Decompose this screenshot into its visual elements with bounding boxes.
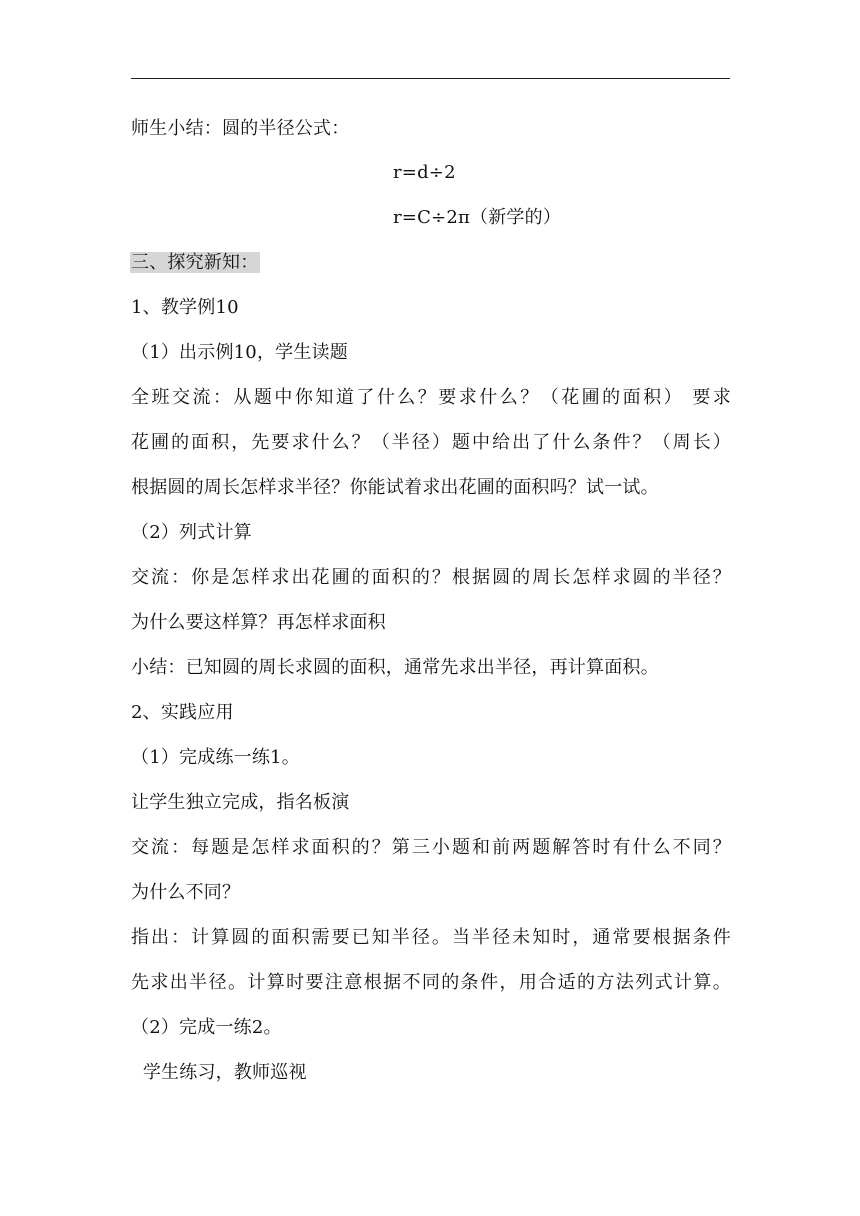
paragraph-line: 花圃的面积，先要求什么？（半径）题中给出了什么条件？（周长） (131, 432, 731, 453)
section-heading-highlight: 三、探究新知： (131, 252, 259, 273)
section-heading (131, 250, 731, 276)
paragraph-line: 交流：每题是怎样求面积的？第三小题和前两题解答时有什么不同？ (131, 837, 731, 858)
paragraph-line: 指出：计算圆的面积需要已知半径。当半径未知时，通常要根据条件 (131, 927, 731, 948)
paragraph-line: 交流：你是怎样求出花圃的面积的？根据圆的周长怎样求圆的半径？ (131, 567, 731, 588)
paragraph-line: 为什么不同？ (131, 882, 241, 903)
paragraph-line: 让学生独立完成，指名板演 (131, 792, 350, 813)
step-2: （2）列式计算 (131, 522, 252, 543)
exercise-2: （2）完成一练2。 (131, 1017, 282, 1038)
header-rule (131, 78, 730, 79)
paragraph-line: 学生练习，教师巡视 (131, 1062, 307, 1083)
exercise-1: （1）完成练一练1。 (131, 747, 300, 768)
paragraph-line: 为什么要这样算？再怎样求面积 (131, 612, 386, 633)
formula-radius-circumference: r=C÷2π（新学的） (393, 207, 562, 228)
example-heading: 1、教学例10 (131, 297, 239, 318)
formula-radius-diameter: r=d÷2 (393, 162, 456, 183)
paragraph-line: 全班交流：从题中你知道了什么？要求什么？（花圃的面积） 要求 (131, 387, 731, 408)
summary-line: 小结：已知圆的周长求圆的面积，通常先求出半径，再计算面积。 (131, 657, 659, 678)
practice-heading: 2、实践应用 (131, 702, 234, 723)
step-1: （1）出示例10，学生读题 (131, 342, 348, 363)
paragraph-line: 先求出半径。计算时要注意根据不同的条件，用合适的方法列式计算。 (131, 972, 731, 993)
paragraph-line: 根据圆的周长怎样求半径？你能试着求出花圃的面积吗？试一试。 (131, 477, 659, 498)
summary-heading: 师生小结：圆的半径公式： (131, 118, 350, 139)
